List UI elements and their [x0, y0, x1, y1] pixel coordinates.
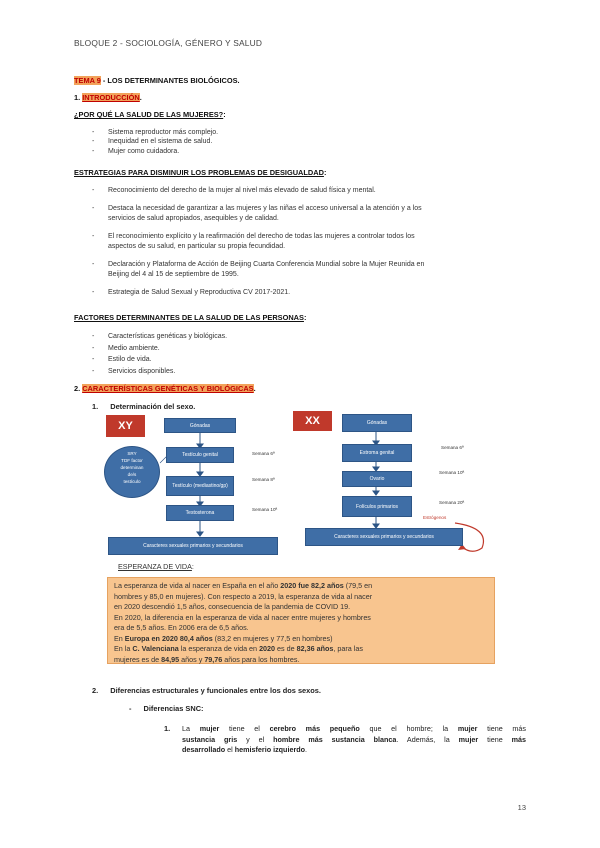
list-item-text: El reconocimiento explícito y la reafirmación del derecho de todas las mujeres a controlar todos los — [108, 232, 415, 240]
list-item-text: Estrategia de Salud Sexual y Reproductiva CV 2017-2021. — [108, 288, 291, 296]
strategies-title: ESTRATEGIAS PARA DISMINUIR LOS PROBLEMAS DE DESIGUALDAD — [74, 168, 324, 177]
text: (79,5 en — [343, 581, 373, 590]
right-week-20: Semana 20ª — [439, 500, 465, 505]
esperanza-line — [114, 655, 299, 664]
text: En — [114, 633, 125, 643]
list-item: - Servicios disponibles. — [92, 367, 176, 375]
text-bold: C. Valenciana — [132, 644, 179, 653]
text: tiene el — [219, 724, 270, 733]
text: que el hombre; la — [359, 724, 458, 733]
section-1-dot: . — [139, 93, 142, 102]
snc-heading — [129, 704, 204, 713]
text: . — [305, 745, 308, 754]
text-bold: sustancia gris — [182, 734, 238, 744]
snc-1-line — [182, 724, 526, 735]
text: tiene — [478, 734, 512, 744]
sub-2-heading — [92, 686, 321, 695]
text-bold: mujer — [458, 734, 479, 744]
text: tiene más — [477, 724, 526, 733]
list-item-text: Características genéticas y biológicas. — [108, 333, 228, 340]
strategies-colon: : — [323, 168, 327, 177]
list-item: - Destaca la necesidad de garantizar a las mujeres y las niñas el acceso universal a la atención y a los servicios de salud apropiados, asequibles y de calidad. — [92, 204, 422, 222]
list-item: - Declaración y Plataforma de Acción de Beijing Cuarta Conferencia Mundial sobre la Mujer Reunida en Beijing del 4 al 15 de septiembre de 1995. — [92, 260, 425, 278]
sub-1-number: 1. — [92, 402, 99, 411]
list-item-text: Inequidad en el sistema de salud. — [108, 138, 213, 146]
left-testosterona-box: Testosterona — [166, 505, 234, 521]
snc-1-line — [182, 735, 526, 746]
sry-circle — [104, 446, 160, 498]
left-testiculo-box: Testículo genital — [166, 447, 234, 463]
left-gonadas-box: Gónadas — [164, 418, 236, 433]
text-bold: más — [511, 734, 526, 744]
text-bold: mujer — [199, 724, 220, 733]
list-item: - Mujer como cuidadora. — [92, 147, 180, 155]
esperanza-line: en 2020 descendió 1,5 años, consecuencia de la pandemia de COVID 19. — [114, 602, 351, 611]
right-week-6: Semana 6ª — [441, 445, 464, 450]
right-foliculos-box: Folículos primarios — [342, 496, 412, 517]
text: (83,2 en mujeres y 77,5 en hombres) — [212, 633, 333, 643]
text: y el — [237, 734, 274, 744]
running-header: BLOQUE 2 - SOCIOLOGÍA, GÉNERO Y SALUD — [74, 38, 263, 48]
xy-badge: XY — [106, 415, 145, 437]
esperanza-line — [114, 581, 372, 590]
list-item-text: Beijing del 4 al 15 de septiembre de 1995. — [108, 271, 239, 278]
list-item-text: servicios de salud apropiados, asequibles y de calidad. — [108, 215, 279, 222]
esperanza-line — [114, 644, 363, 653]
sub-2-title: Diferencias estructurales y funcionales entre los dos sexos. — [110, 686, 321, 695]
estrogenos-label: Estrógenos — [423, 515, 447, 520]
text-bold: mujer — [457, 724, 478, 733]
text: años para los hombres. — [222, 654, 300, 664]
text: En la — [114, 644, 133, 653]
text: , para las — [333, 644, 363, 653]
list-item-text: Estilo de vida. — [108, 356, 152, 363]
left-week-10: Semana 10ª — [252, 507, 278, 512]
text-bold: 79,76 — [204, 654, 223, 664]
list-item: - Estrategia de Salud Sexual y Reproductiva CV 2017-2021. — [92, 288, 291, 296]
list-item-text: Reconocimiento del derecho de la mujer al nivel más elevado de salud física y mental. — [108, 187, 376, 194]
sry-line: SRY — [127, 451, 137, 456]
sry-line: determinan — [120, 465, 144, 470]
right-caracteres-box: Caracteres sexuales primarios y secundarios — [305, 528, 463, 546]
sry-line: testículo — [123, 479, 141, 484]
esperanza-colon: : — [191, 562, 194, 571]
list-item-text: Mujer como cuidadora. — [108, 147, 180, 155]
why-title: ¿POR QUÉ LA SALUD DE LAS MUJERES? — [74, 110, 224, 119]
esperanza-line: hombres y 85,0 en mujeres). Con respecto a 2019, la esperanza de vida al nacer — [114, 591, 373, 601]
text: . Además, la — [396, 734, 459, 744]
text: la esperanza de vida en — [178, 644, 260, 653]
esperanza-line: En 2020, la diferencia en la esperanza de vida al nacer entre mujeres y hombres — [114, 612, 371, 622]
list-item: - Estilo de vida. — [92, 356, 152, 363]
text: el — [225, 745, 235, 754]
page-number: 13 — [517, 803, 526, 812]
left-week-8: Semana 8ª — [252, 477, 275, 482]
section-2-title: CARACTERÍSTICAS GENÉTICAS Y BIOLÓGICAS — [82, 384, 254, 393]
text-bold: 82,36 años — [296, 644, 334, 653]
left-testiculo2-box: Testículo (mediastino/gp) — [166, 476, 234, 496]
text-bold: 2020 fue 82,2 años — [280, 581, 344, 590]
list-item: - El reconocimiento explícito y la reafirmación del derecho de todas las mujeres a controlar todos los aspectos de su salud, en particular su propia fecundidad. — [92, 232, 415, 250]
snc-dash: - — [129, 704, 132, 713]
text: es de — [275, 644, 297, 653]
esperanza-title: ESPERANZA DE VIDA — [118, 562, 192, 571]
text: mujeres es de — [114, 654, 162, 664]
why-colon: : — [223, 110, 226, 119]
sub-2-number: 2. — [92, 686, 99, 695]
esperanza-heading — [118, 562, 194, 571]
list-item-text: Destaca la necesidad de garantizar a las mujeres y las niñas el acceso universal a la atención y a los — [108, 204, 422, 212]
text: La — [182, 724, 200, 733]
esperanza-line — [114, 634, 333, 643]
text-bold: 2020 — [259, 644, 276, 653]
factors-title: FACTORES DETERMINANTES DE LA SALUD DE LAS PERSONAS — [74, 313, 304, 322]
list-item: - Medio ambiente. — [92, 344, 160, 352]
snc-1-paragraph — [182, 724, 526, 756]
list-item: - Reconocimiento del derecho de la mujer al nivel más elevado de salud física y mental. — [92, 187, 376, 194]
text-bold: Europa en 2020 80,4 años — [124, 633, 213, 643]
text: La esperanza de vida al nacer en España en el año — [114, 581, 281, 590]
xx-badge: XX — [293, 411, 332, 431]
right-gonadas-box: Gónadas — [342, 414, 412, 432]
left-caracteres-box: Caracteres sexuales primarios y secundarios — [108, 537, 278, 555]
list-item-text: Servicios disponibles. — [108, 367, 176, 375]
section-1-title: INTRODUCCIÓN — [82, 93, 140, 102]
list-item: - Sistema reproductor más complejo. — [92, 129, 219, 136]
snc-1-number: 1. — [164, 724, 171, 733]
section-1-number: 1. — [74, 93, 83, 102]
tema-label: TEMA 9 — [74, 76, 101, 85]
esperanza-line: era de 5,5 años. En 2006 era de 6,5 años. — [114, 623, 249, 632]
list-item: - Inequidad en el sistema de salud. — [92, 138, 213, 146]
right-estroma-box: Estroma genital — [342, 444, 412, 462]
sub-1-title: Determinación del sexo. — [110, 402, 196, 411]
list-item: - Características genéticas y biológicas. — [92, 333, 228, 340]
esperanza-box — [107, 577, 495, 664]
text-bold: hombre más sustancia blanca — [273, 734, 397, 744]
snc-title: Diferencias SNC: — [143, 704, 204, 713]
left-week-6: Semana 6ª — [252, 451, 275, 456]
section-2-dot: . — [253, 384, 256, 393]
text-bold: cerebro más pequeño — [269, 724, 360, 733]
sry-line: de/s — [127, 472, 137, 477]
list-item-text: Declaración y Plataforma de Acción de Beijing Cuarta Conferencia Mundial sobre la Mujer Reunida en — [108, 260, 425, 268]
section-2-number: 2. — [74, 384, 83, 393]
right-week-10: Semana 10ª — [439, 470, 465, 475]
sry-line: TDF factor — [121, 458, 143, 463]
list-item-text: Medio ambiente. — [108, 344, 160, 352]
factors-colon: : — [303, 313, 307, 322]
text: años y — [179, 654, 205, 664]
text-bold: desarrollado — [182, 745, 226, 754]
list-item-text: Sistema reproductor más complejo. — [108, 129, 219, 136]
tema-title: - LOS DETERMINANTES BIOLÓGICOS. — [100, 76, 240, 85]
right-ovario-box: Ovario — [342, 471, 412, 487]
text-bold: hemisferio izquierdo — [234, 745, 306, 754]
snc-1-line — [182, 745, 526, 756]
list-item-text: aspectos de su salud, en particular su propia fecundidad. — [108, 243, 286, 250]
text-bold: 84,95 — [161, 654, 180, 664]
